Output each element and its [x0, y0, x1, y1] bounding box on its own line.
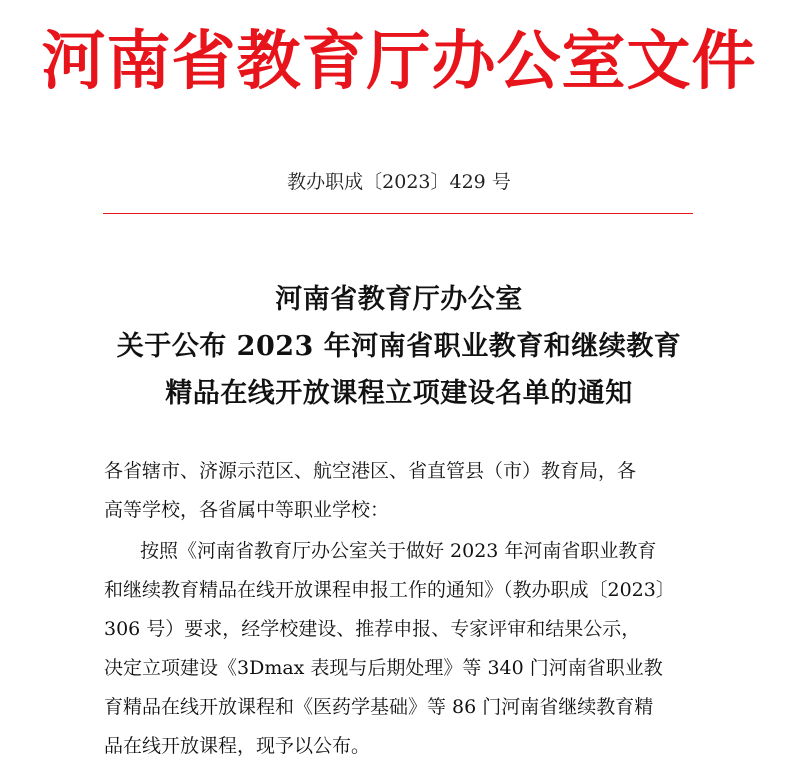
notice-title-line-2: 关于公布 2023 年河南省职业教育和继续教育 — [116, 331, 682, 362]
paragraph-line-5: 育精品在线开放课程和《医药学基础》等 86 门河南省继续教育精 — [104, 696, 654, 718]
recipients-line-2: 高等学校，各省属中等职业学校： — [104, 499, 390, 521]
paragraph-line-4: 决定立项建设《3Dmax 表现与后期处理》等 340 门河南省职业教 — [104, 657, 663, 679]
notice-title-line-3: 精品在线开放课程立项建设名单的通知 — [165, 378, 633, 409]
paragraph-line-1: 按照《河南省教育厅办公室关于做好 2023 年河南省职业教育 — [140, 540, 657, 562]
notice-title-line-1: 河南省教育厅办公室 — [275, 284, 523, 315]
paragraph-line-6: 品在线开放课程，现予以公布。 — [104, 735, 371, 757]
masthead-title: 河南省教育厅办公室文件 — [41, 24, 757, 99]
paragraph-line-2: 和继续教育精品在线开放课程申报工作的通知》（教办职成〔2023〕 — [104, 579, 675, 601]
document-number: 教办职成〔2023〕429 号 — [287, 171, 511, 193]
recipients-line-1: 各省辖市、济源示范区、航空港区、省直管县（市）教育局，各 — [104, 460, 637, 482]
paragraph-line-3: 306 号）要求，经学校建设、推荐申报、专家评审和结果公示， — [104, 618, 641, 640]
red-divider-line — [103, 213, 693, 214]
